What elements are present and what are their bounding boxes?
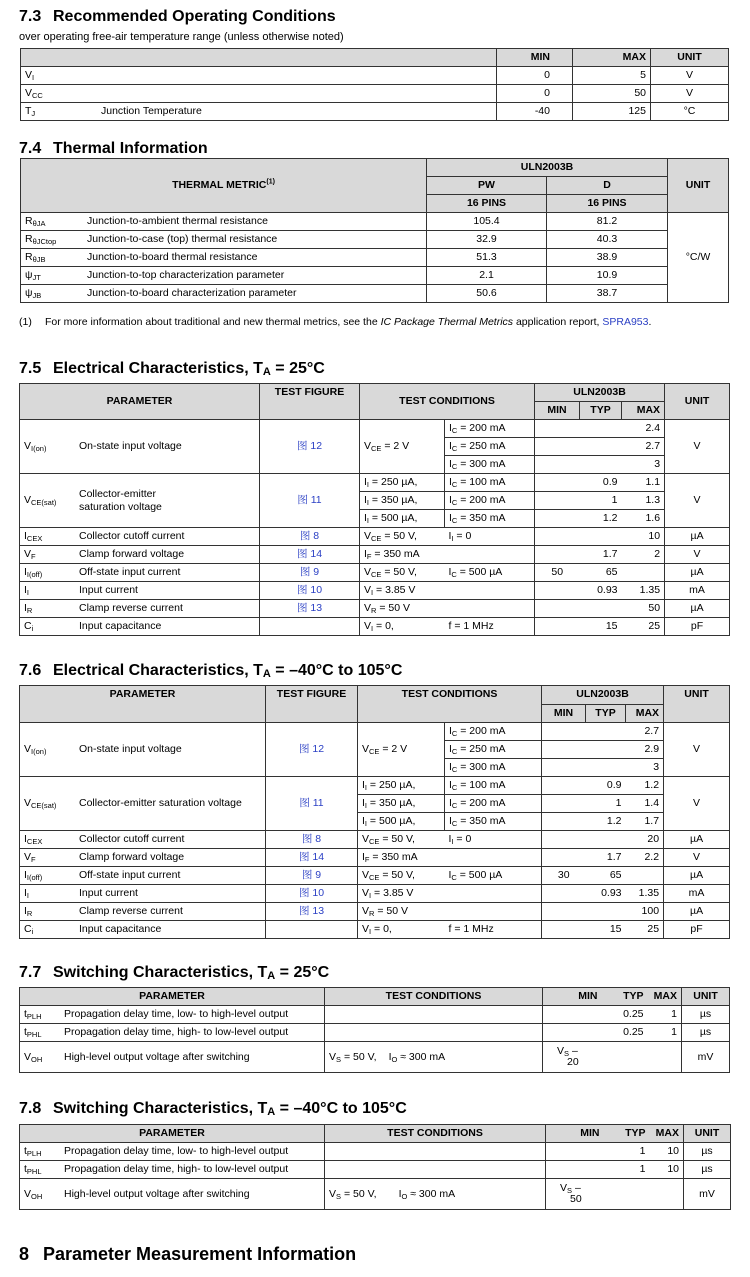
figure-link[interactable]: 图 12	[260, 420, 360, 474]
figure-link[interactable]: 图 8	[260, 528, 360, 546]
section-7-4-heading: 7.4 Thermal Information	[19, 140, 208, 157]
table-row: $I_I = 500$ µA, $I_C = 350$ mA 1.2 1.7	[20, 813, 730, 831]
table-row: $\psi_{JT}$ Junction-to-top characterization parameter 2.1 10.9	[21, 267, 729, 285]
table-row: $I_{CEX}$ Collector cutoff current 图 8 $V_{CE} = 50$ V, $I_I = 0$ 10 µA	[20, 528, 730, 546]
table-row: $I_I = 350$ µA, $I_C = 200$ mA 1 1.4	[20, 795, 730, 813]
table-row: $V_{CE(sat)}$ Collector-emitter saturation voltage 图 11 $I_I = 250$ µA, $I_C = 100$ mA 0.9 1.1 V	[20, 474, 730, 492]
table-row: $V_{OH}$ High-level output voltage after switching $V_S = 50$ V, $I_O \approx 300$ mA $V_S$ – 50 mV	[20, 1179, 731, 1210]
table-row: $I_R$ Clamp reverse current 图 13 $V_R = 50$ V 100 µA	[20, 903, 730, 921]
table-row: $I_C = 250$ mA 2.9	[20, 741, 730, 759]
table-row: $V_F$ Clamp forward voltage 图 14 $I_F = 350$ mA 1.7 2 V	[20, 546, 730, 564]
table-row: $V_{I(on)}$ On-state input voltage 图 12 $V_{CE} = 2$ V $I_C = 200$ mA 2.7 V	[20, 723, 730, 741]
section-7-6-heading: 7.6 Electrical Characteristics, $T_A = -40^\circ C$ to 105°C	[19, 662, 403, 680]
section-7-7-heading: 7.7 Switching Characteristics, $T_A = 25^\circ C$	[19, 964, 330, 982]
figure-link[interactable]: 图 9	[266, 867, 358, 885]
figure-link[interactable]: 图 8	[266, 831, 358, 849]
figure-link[interactable]: 图 13	[260, 600, 360, 618]
switching-characteristics-25c-table: PARAMETER TEST CONDITIONS MIN TYP MAX UNIT $t_{PLH}$ Propagation delay time, low- to high-level output 0.25 1 µs $t_{PHL}$ Propagation delay time, high- to low-level output 0.25 1 µs $V_{OH}$ High-level output voltage after switching $V_S = 50$ V, $I_O \approx 300$ mA $V_S$ – 20 mV	[19, 987, 730, 1073]
figure-link[interactable]: 图 14	[260, 546, 360, 564]
table-row: $\psi_{JB}$ Junction-to-board characterization parameter 50.6 38.7	[21, 285, 729, 303]
thermal-metric-header: THERMAL METRIC$^{(1)}$	[21, 159, 427, 213]
table-row: $V_{I(on)}$ On-state input voltage 图 12 $V_{CE} = 2$ V $I_C = 200$ mA 2.4 V	[20, 420, 730, 438]
table-row: $R_{\theta JCtop}$ Junction-to-case (top) thermal resistance 32.9 40.3	[21, 231, 729, 249]
figure-link[interactable]: 图 10	[260, 582, 360, 600]
table-row: $I_I$ Input current 图 10 $V_I = 3.85$ V 0.93 1.35 mA	[20, 885, 730, 903]
thermal-footnote: (1) For more information about traditional and new thermal metrics, see the IC Package Thermal Metrics application report, SPRA953.	[19, 316, 652, 328]
table-row: $V_{CC}$ 0 50 V	[21, 85, 729, 103]
section-8-heading: 8 Parameter Measurement Information	[19, 1244, 357, 1264]
table-row: $I_I = 350$ µA, $I_C = 200$ mA 1 1.3	[20, 492, 730, 510]
table-row: $I_{I(off)}$ Off-state input current 图 9 $V_{CE} = 50$ V, $I_C = 500$ µA 50 65 µA	[20, 564, 730, 582]
table-row: $V_{CE(sat)}$ Collector-emitter saturation voltage 图 11 $I_I = 250$ µA, $I_C = 100$ mA 0.9 1.2 V	[20, 777, 730, 795]
electrical-characteristics-25c-table: PARAMETER TEST FIGURE TEST CONDITIONS ULN2003B UNIT MIN TYP MAX $V_{I(on)}$ On-state input voltage 图 12 $V_{CE} = 2$ V $I_C = 200$ mA 2.4 V $I_C = 250$ mA 2.7 $I_C = 300$ mA 3 $V_{CE(sat)}$ Collector-emitter saturation voltage 图 11 $I_I = 250$ µA, $I_C = 100$ mA 0.9 1.1 V $I_I = 350$ µA, $I_C = 200$ mA 1 1.3 $I_I = 500$ µA, $I_C = 350$ mA 1.2 1.6 $I_{CEX}$ Collector cutoff current 图 8 $V_{CE} = 50$ V, $I_I = 0$ 10 µA $V_F$ Clamp forward voltage 图 14 $I_F = 350$ mA 1.7 2 V $I_{I(off)}$ Off-state input current 图 9 $V_{CE} = 50$ V, $I_C = 500$ µA 50 65 µA $I_I$ Input current 图 10 $V_I = 3.85$ V 0.93 1.35 mA $I_R$ Clamp reverse current 图 13 $V_R = 50$ V 50 µA $C_i$ Input capacitance $V_I = 0$, f = 1 MHz 15 25 pF	[19, 383, 730, 636]
recommended-operating-conditions-table	[20, 48, 729, 121]
figure-link[interactable]: 图 11	[266, 777, 358, 831]
table-row: $V_I$ 0 5 V	[21, 67, 729, 85]
table-row: $I_C = 300$ mA 3	[20, 456, 730, 474]
table-row: $I_C = 300$ mA 3	[20, 759, 730, 777]
figure-link[interactable]: 图 13	[266, 903, 358, 921]
table-row: $I_I$ Input current 图 10 $V_I = 3.85$ V 0.93 1.35 mA	[20, 582, 730, 600]
electrical-characteristics-full-range-table: PARAMETER TEST FIGURE TEST CONDITIONS ULN2003B UNIT MIN TYP MAX $V_{I(on)}$ On-state input voltage 图 12 $V_{CE} = 2$ V $I_C = 200$ mA 2.7 V $I_C = 250$ mA 2.9 $I_C = 300$ mA 3 $V_{CE(sat)}$ Collector-emitter saturation voltage 图 11 $I_I = 250$ µA, $I_C = 100$ mA 0.9 1.2 V $I_I = 350$ µA, $I_C = 200$ mA 1 1.4 $I_I = 500$ µA, $I_C = 350$ mA 1.2 1.7 $I_{CEX}$ Collector cutoff current 图 8 $V_{CE} = 50$ V, $I_I = 0$ 20 µA $V_F$ Clamp forward voltage 图 14 $I_F = 350$ mA 1.7 2.2 V $I_{I(off)}$ Off-state input current 图 9 $V_{CE} = 50$ V, $I_C = 500$ µA 30 65 µA $I_I$ Input current 图 10 $V_I = 3.85$ V 0.93 1.35 mA $I_R$ Clamp reverse current 图 13 $V_R = 50$ V 100 µA $C_i$ Input capacitance $V_I = 0$, f = 1 MHz 15 25 pF	[19, 685, 730, 939]
table-row: $C_i$ Input capacitance $V_I = 0$, f = 1 MHz 15 25 pF	[20, 921, 730, 939]
table-row: $V_F$ Clamp forward voltage 图 14 $I_F = 350$ mA 1.7 2.2 V	[20, 849, 730, 867]
table-row: $t_{PHL}$ Propagation delay time, high- to low-level output 0.25 1 µs	[20, 1024, 730, 1042]
table-row: $t_{PHL}$ Propagation delay time, high- to low-level output 1 10 µs	[20, 1161, 731, 1179]
thermal-information-table: THERMAL METRIC$^{(1)}$ ULN2003B UNIT PW D 16 PINS 16 PINS $R_{\theta JA}$ Junction-to-ambient thermal resistance 105.4 81.2 °C/W $R_{\theta JCtop}$ Junction-to-case (top) thermal resistance 32.9 40.3 $R_{\theta JB}$ Junction-to-board thermal resistance 51.3 38.9 $\psi_{JT}$ Junction-to-top characterization parameter 2.1 10.9 $\psi_{JB}$ Junction-to-board characterization parameter 50.6 38.7	[20, 158, 729, 303]
table-row: $I_R$ Clamp reverse current 图 13 $V_R = 50$ V 50 µA	[20, 600, 730, 618]
section-7-8-heading: 7.8 Switching Characteristics, $T_A = -40^\circ C$ to 105°C	[19, 1100, 407, 1118]
table-row: $t_{PLH}$ Propagation delay time, low- to high-level output 1 10 µs	[20, 1143, 731, 1161]
section-7-5-heading: 7.5 Electrical Characteristics, $T_A = 25^\circ C$	[19, 360, 325, 378]
table-row: $R_{\theta JB}$ Junction-to-board thermal resistance 51.3 38.9	[21, 249, 729, 267]
table-row: $I_C = 250$ mA 2.7	[20, 438, 730, 456]
figure-link[interactable]: 图 14	[266, 849, 358, 867]
switching-characteristics-full-range-table: PARAMETER TEST CONDITIONS MIN TYP MAX UNIT $t_{PLH}$ Propagation delay time, low- to high-level output 1 10 µs $t_{PHL}$ Propagation delay time, high- to low-level output 1 10 µs $V_{OH}$ High-level output voltage after switching $V_S = 50$ V, $I_O \approx 300$ mA $V_S$ – 50 mV	[19, 1124, 731, 1210]
figure-link[interactable]: 图 12	[266, 723, 358, 777]
section-7-3-heading: 7.3 Recommended Operating Conditions	[19, 8, 336, 25]
table-row: $C_i$ Input capacitance $V_I = 0$, f = 1 MHz 15 25 pF	[20, 618, 730, 636]
figure-link[interactable]: 图 10	[266, 885, 358, 903]
section-7-3-subtitle: over operating free-air temperature range (unless otherwise noted)	[19, 31, 344, 43]
table-row: $V_{OH}$ High-level output voltage after switching $V_S = 50$ V, $I_O \approx 300$ mA $V_S$ – 20 mV	[20, 1042, 730, 1073]
table-row: $R_{\theta JA}$ Junction-to-ambient thermal resistance 105.4 81.2 °C/W	[21, 213, 729, 231]
table-row: $I_{I(off)}$ Off-state input current 图 9 $V_{CE} = 50$ V, $I_C = 500$ µA 30 65 µA	[20, 867, 730, 885]
table-row: $I_{CEX}$ Collector cutoff current 图 8 $V_{CE} = 50$ V, $I_I = 0$ 20 µA	[20, 831, 730, 849]
table-row: $T_J$ Junction Temperature -40 125 °C	[21, 103, 729, 121]
table-row: $t_{PLH}$ Propagation delay time, low- to high-level output 0.25 1 µs	[20, 1006, 730, 1024]
figure-link[interactable]: 图 11	[260, 474, 360, 528]
figure-link[interactable]: 图 9	[260, 564, 360, 582]
table-header-row: MIN MAX UNIT	[21, 49, 729, 67]
table-row: $I_I = 500$ µA, $I_C = 350$ mA 1.2 1.6	[20, 510, 730, 528]
spra953-link[interactable]: SPRA953	[602, 316, 649, 328]
